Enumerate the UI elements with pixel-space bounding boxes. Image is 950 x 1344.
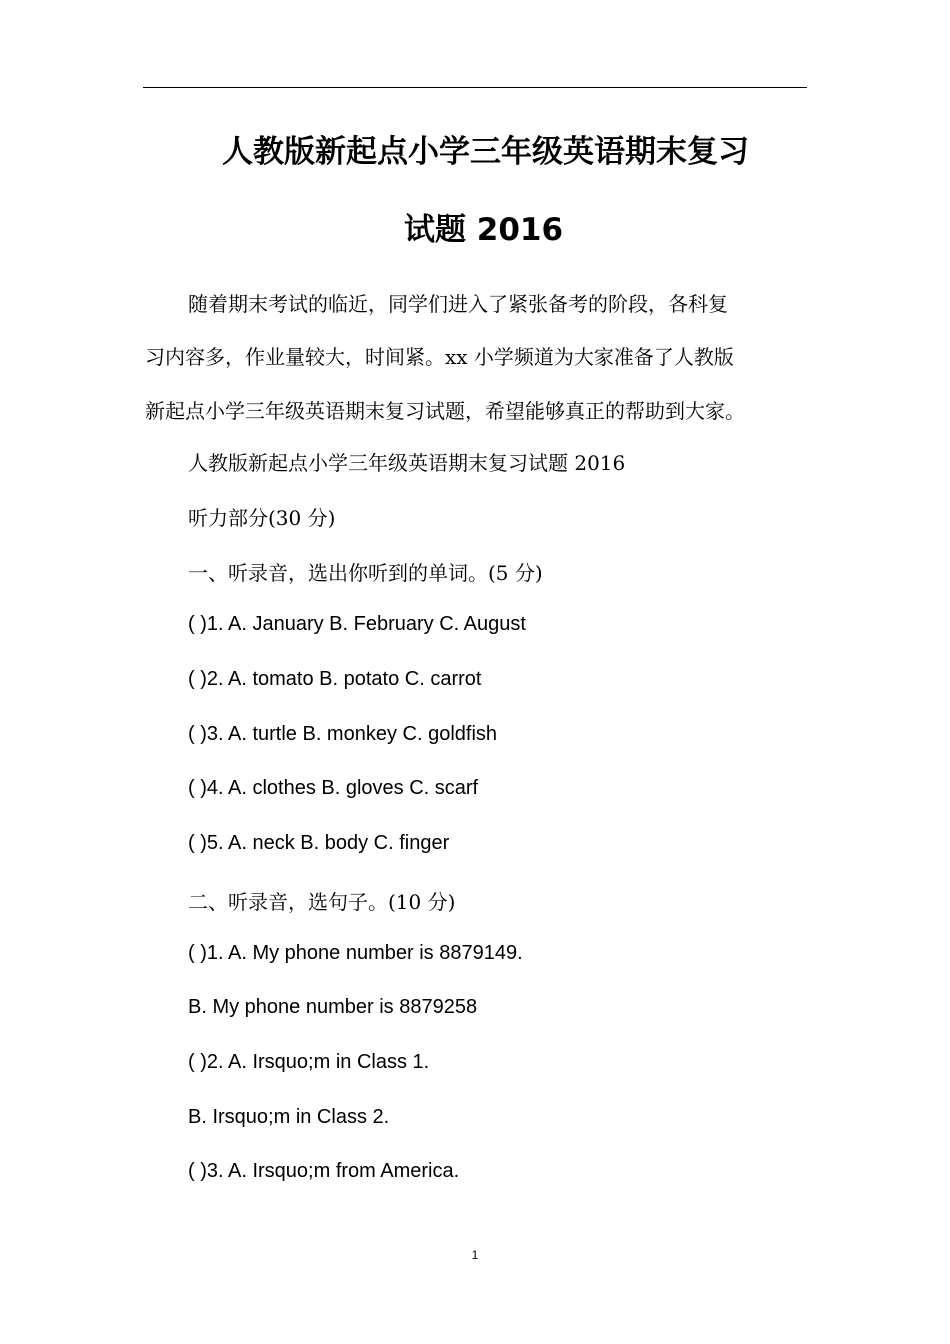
question-item: ( )2. A. tomato B. potato C. carrot [188,668,482,690]
intro-paragraph-line-3: 新起点小学三年级英语期末复习试题，希望能够真正的帮助到大家。 [145,399,745,423]
intro-paragraph-line-1: 随着期末考试的临近，同学们进入了紧张备考的阶段，各科复 [188,292,728,316]
question-option: B. My phone number is 8879258 [188,996,478,1018]
section-heading-listening: 听力部分(30 分) [188,506,336,530]
section-heading-part-2: 二、听录音，选句子。(10 分) [188,890,456,914]
page-number: 1 [471,1248,479,1262]
body-line-subtitle: 人教版新起点小学三年级英语期末复习试题 2016 [188,451,626,475]
question-option: B. Irsquo;m in Class 2. [188,1106,390,1128]
question-item: ( )3. A. turtle B. monkey C. goldfish [188,723,498,745]
question-item: ( )1. A. January B. February C. August [188,613,526,635]
question-item: ( )3. A. Irsquo;m from America. [188,1160,460,1182]
document-title-line-1: 人教版新起点小学三年级英语期末复习 [222,134,749,170]
question-item: ( )2. A. Irsquo;m in Class 1. [188,1051,430,1073]
question-item: ( )1. A. My phone number is 8879149. [188,942,523,964]
intro-paragraph-line-2: 习内容多，作业量较大，时间紧。xx 小学频道为大家准备了人教版 [145,345,734,369]
header-rule [143,87,807,88]
section-heading-part-1: 一、听录音，选出你听到的单词。(5 分) [188,561,543,585]
question-item: ( )5. A. neck B. body C. finger [188,832,450,854]
document-title-line-2: 试题 2016 [404,212,564,248]
question-item: ( )4. A. clothes B. gloves C. scarf [188,777,479,799]
